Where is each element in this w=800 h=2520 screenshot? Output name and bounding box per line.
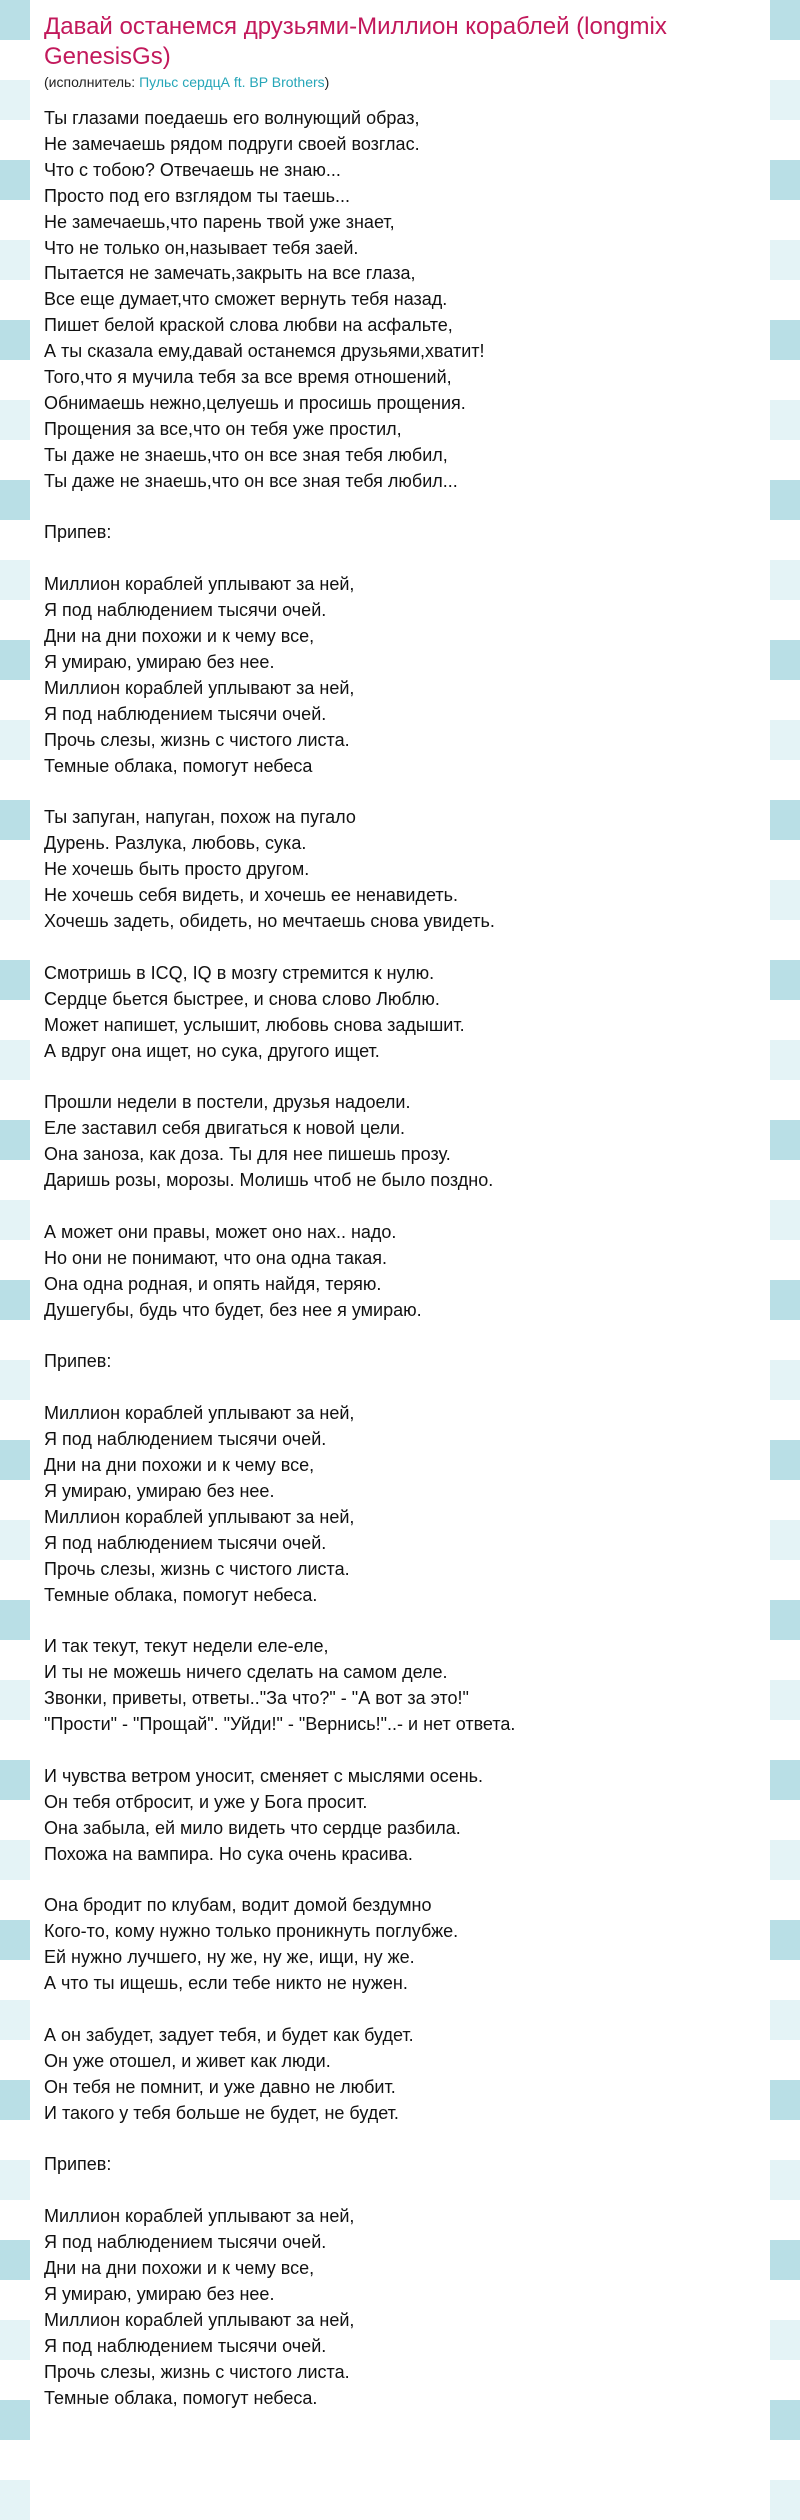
stripe	[0, 2240, 30, 2280]
stripe	[770, 360, 800, 400]
lyric-line: Но они не понимают, что она одна такая.	[44, 1247, 388, 1268]
stripe	[0, 1800, 30, 1840]
stripe	[0, 640, 30, 680]
stripe	[770, 2360, 800, 2400]
stripe	[770, 0, 800, 40]
stripe	[0, 2320, 30, 2360]
stripe	[770, 2000, 800, 2040]
lyric-blank-line	[44, 2178, 758, 2204]
stripe	[770, 1480, 800, 1520]
stripe	[770, 2160, 800, 2200]
lyric-line: Хочешь задеть, обидеть, но мечтаешь снова увидеть.	[44, 911, 495, 932]
stripe	[0, 2040, 30, 2080]
lyric-line: Прощения за все,что он тебя уже простил,	[44, 418, 402, 439]
lyric-line: Припев:	[44, 522, 112, 543]
stripe	[770, 2400, 800, 2440]
lyric-line: Она заноза, как доза. Ты для нее пишешь прозу.	[44, 1144, 451, 1165]
stripe	[0, 840, 30, 880]
stripe	[0, 920, 30, 960]
stripe	[0, 880, 30, 920]
stripe	[0, 160, 30, 200]
performer-link[interactable]: Пульс сердцА ft. BP Brothers	[139, 74, 325, 90]
lyric-blank-line	[44, 780, 758, 806]
lyric-line: Миллион кораблей уплывают за ней,	[44, 2309, 355, 2330]
lyric-line: А он забудет, задует тебя, и будет как будет.	[44, 2024, 414, 2045]
stripe	[770, 1160, 800, 1200]
lyric-line: Темные облака, помогут небеса	[44, 755, 313, 776]
lyric-line: Миллион кораблей уплывают за ней,	[44, 2206, 355, 2227]
lyric-line: Ты даже не знаешь,что он все зная тебя любил...	[44, 470, 458, 491]
stripe	[770, 1120, 800, 1160]
lyric-line: Все еще думает,что сможет вернуть тебя назад.	[44, 289, 448, 310]
stripe	[0, 280, 30, 320]
lyric-line: Просто под его взглядом ты таешь...	[44, 185, 351, 206]
lyric-line: Он тебя отбросит, и уже у Бога просит.	[44, 1791, 368, 1812]
lyric-line: Я под наблюдением тысячи очей.	[44, 1532, 327, 1553]
lyric-line: "Прости" - "Прощай". "Уйди!" - "Вернись!"..- и нет ответа.	[44, 1714, 516, 1735]
stripe	[0, 1080, 30, 1120]
lyric-line: Того,что я мучила тебя за все время отношений,	[44, 367, 452, 388]
stripe	[770, 1760, 800, 1800]
stripe	[770, 880, 800, 920]
lyrics-text	[44, 106, 758, 2411]
lyric-line: Темные облака, помогут небеса.	[44, 2387, 318, 2408]
stripe	[0, 1760, 30, 1800]
lyric-line: Сердце бьется быстрее, и снова слово Люблю.	[44, 988, 440, 1009]
stripe	[770, 200, 800, 240]
stripe	[0, 1320, 30, 1360]
lyric-line: Прочь слезы, жизнь с чистого листа.	[44, 2361, 350, 2382]
lyric-blank-line	[44, 1064, 758, 1090]
lyric-line: Смотришь в ICQ, IQ в мозгу стремится к нулю.	[44, 962, 435, 983]
stripe	[770, 1960, 800, 2000]
stripe	[0, 1880, 30, 1920]
performer-label: (исполнитель:	[44, 74, 140, 90]
lyric-line: Еле заставил себя двигаться к новой цели.	[44, 1118, 406, 1139]
lyric-line: Миллион кораблей уплывают за ней,	[44, 1506, 355, 1527]
stripe	[770, 2440, 800, 2480]
stripe	[0, 480, 30, 520]
stripe	[0, 1280, 30, 1320]
stripe	[770, 1200, 800, 1240]
lyric-line: Припев:	[44, 2154, 112, 2175]
stripe	[770, 280, 800, 320]
stripe	[0, 1040, 30, 1080]
lyric-line: И так текут, текут недели еле-еле,	[44, 1636, 329, 1657]
lyric-line: Миллион кораблей уплывают за ней,	[44, 677, 355, 698]
stripe	[770, 2320, 800, 2360]
lyric-line: Я под наблюдением тысячи очей.	[44, 703, 327, 724]
stripe	[0, 1960, 30, 2000]
stripe	[770, 2200, 800, 2240]
lyric-line: Ей нужно лучшего, ну же, ну же, ищи, ну же.	[44, 1947, 415, 1968]
stripe	[770, 640, 800, 680]
left-decorative-stripes	[0, 0, 30, 2500]
lyric-line: А вдруг она ищет, но сука, другого ищет.	[44, 1040, 380, 1061]
lyric-blank-line	[44, 1867, 758, 1893]
lyric-line: Прошли недели в постели, друзья надоели.	[44, 1092, 411, 1113]
stripe	[770, 1840, 800, 1880]
lyric-line: Даришь розы, морозы. Молишь чтоб не было поздно.	[44, 1170, 494, 1191]
lyric-line: Я под наблюдением тысячи очей.	[44, 2232, 327, 2253]
lyric-line: Она бродит по клубам, водит домой бездумно	[44, 1895, 432, 1916]
stripe	[0, 1600, 30, 1640]
stripe	[0, 2080, 30, 2120]
lyric-blank-line	[44, 1738, 758, 1764]
stripe	[0, 1840, 30, 1880]
lyric-line: Я под наблюдением тысячи очей.	[44, 1429, 327, 1450]
stripe	[0, 1360, 30, 1400]
lyrics-page	[30, 0, 770, 2500]
stripe	[770, 520, 800, 560]
stripe	[770, 1520, 800, 1560]
lyric-line: Что с тобою? Отвечаешь не знаю...	[44, 159, 341, 180]
stripe	[0, 2280, 30, 2320]
stripe	[0, 2160, 30, 2200]
stripe	[0, 1520, 30, 1560]
stripe	[0, 0, 30, 40]
lyric-blank-line	[44, 1324, 758, 1350]
lyric-blank-line	[44, 546, 758, 572]
lyric-blank-line	[44, 2127, 758, 2153]
stripe	[0, 320, 30, 360]
lyric-line: Я умираю, умираю без нее.	[44, 652, 275, 672]
lyric-line: Не хочешь быть просто другом.	[44, 859, 310, 880]
stripe	[770, 2480, 800, 2520]
stripe	[0, 440, 30, 480]
stripe	[770, 840, 800, 880]
stripe	[0, 2480, 30, 2520]
stripe	[770, 1080, 800, 1120]
lyric-line: Что не только он,называет тебя заей.	[44, 237, 359, 258]
lyric-line: Дни на дни похожи и к чему все,	[44, 2258, 315, 2278]
lyric-line: Прочь слезы, жизнь с чистого листа.	[44, 1558, 350, 1579]
stripe	[0, 2400, 30, 2440]
lyric-line: Ты запуган, напуган, похож на пугало	[44, 807, 356, 828]
lyric-line: Он тебя не помнит, и уже давно не любит.	[44, 2076, 396, 2097]
lyric-line: И чувства ветром уносит, сменяет с мыслями осень.	[44, 1765, 484, 1786]
lyric-blank-line	[44, 1608, 758, 1634]
stripe	[770, 440, 800, 480]
lyric-line: Прочь слезы, жизнь с чистого листа.	[44, 729, 350, 750]
lyric-line: Я под наблюдением тысячи очей.	[44, 600, 327, 621]
stripe	[0, 960, 30, 1000]
stripe	[770, 1560, 800, 1600]
stripe	[0, 520, 30, 560]
stripe	[770, 2080, 800, 2120]
stripe	[770, 1640, 800, 1680]
stripe	[0, 1720, 30, 1760]
stripe	[770, 1720, 800, 1760]
lyric-line: А ты сказала ему,давай останемся друзьями,хватит!	[44, 341, 485, 362]
performer-close: )	[324, 74, 330, 90]
stripe	[770, 960, 800, 1000]
stripe	[0, 1120, 30, 1160]
stripe	[0, 2360, 30, 2400]
lyric-blank-line	[44, 935, 758, 961]
stripe	[770, 1320, 800, 1360]
lyric-line: Душегубы, будь что будет, без нее я умираю.	[44, 1299, 422, 1320]
stripe	[0, 720, 30, 760]
stripe	[770, 480, 800, 520]
lyric-line: Темные облака, помогут небеса.	[44, 1584, 318, 1605]
stripe	[0, 1160, 30, 1200]
stripe	[770, 2240, 800, 2280]
lyric-blank-line	[44, 1375, 758, 1401]
lyric-line: Кого-то, кому нужно только проникнуть поглубже.	[44, 1921, 459, 1942]
stripe	[0, 40, 30, 80]
stripe	[770, 240, 800, 280]
stripe	[770, 1880, 800, 1920]
stripe	[0, 240, 30, 280]
lyric-line: Не хочешь себя видеть, и хочешь ее ненавидеть.	[44, 885, 459, 906]
stripe	[770, 2040, 800, 2080]
stripe	[0, 760, 30, 800]
stripe	[770, 1240, 800, 1280]
lyric-line: Обнимаешь нежно,целуешь и просишь прощения.	[44, 392, 466, 413]
lyric-line: Миллион кораблей уплывают за ней,	[44, 574, 355, 595]
lyric-line: Она забыла, ей мило видеть что сердце разбила.	[44, 1817, 461, 1838]
lyric-line: Похожа на вампира. Но сука очень красива.	[44, 1843, 413, 1864]
song-title: Давай останемся друзьями-Миллион кораблей (longmix GenesisGs)	[44, 13, 667, 70]
stripe	[770, 40, 800, 80]
lyric-blank-line	[44, 495, 758, 521]
stripe	[0, 1400, 30, 1440]
lyric-line: Припев:	[44, 1351, 112, 1372]
lyric-line: А может они правы, может оно нах.. надо.	[44, 1221, 397, 1242]
stripe	[770, 2120, 800, 2160]
lyric-line: Звонки, приветы, ответы.."За что?" - "А вот за это!"	[44, 1688, 469, 1709]
stripe	[0, 600, 30, 640]
lyric-line: Я под наблюдением тысячи очей.	[44, 2335, 327, 2356]
stripe	[770, 920, 800, 960]
lyric-line: И такого у тебя больше не будет, не будет.	[44, 2102, 399, 2123]
stripe	[770, 160, 800, 200]
lyric-line: Дни на дни похожи и к чему все,	[44, 626, 315, 647]
stripe	[770, 1040, 800, 1080]
stripe	[770, 1280, 800, 1320]
lyric-line: Ты глазами поедаешь его волнующий образ,	[44, 108, 420, 128]
stripe	[770, 560, 800, 600]
stripe	[770, 1360, 800, 1400]
stripe	[0, 2000, 30, 2040]
stripe	[0, 80, 30, 120]
lyric-line: Дурень. Разлука, любовь, сука.	[44, 833, 307, 854]
stripe	[0, 1920, 30, 1960]
stripe	[770, 1920, 800, 1960]
stripe	[770, 800, 800, 840]
stripe	[770, 1680, 800, 1720]
stripe	[0, 2200, 30, 2240]
stripe	[770, 80, 800, 120]
stripe	[0, 1680, 30, 1720]
lyric-line: Не замечаешь,что парень твой уже знает,	[44, 211, 395, 232]
stripe	[0, 1640, 30, 1680]
lyric-blank-line	[44, 1997, 758, 2023]
stripe	[0, 400, 30, 440]
stripe	[770, 1000, 800, 1040]
lyric-line: Я умираю, умираю без нее.	[44, 1480, 275, 1501]
lyric-line: Не замечаешь рядом подруги своей возглас.	[44, 133, 420, 154]
lyric-line: Дни на дни похожи и к чему все,	[44, 1455, 315, 1475]
lyric-line: Я умираю, умираю без нее.	[44, 2283, 275, 2304]
stripe	[0, 2440, 30, 2480]
stripe	[0, 360, 30, 400]
right-decorative-stripes	[770, 0, 800, 2500]
stripe	[770, 400, 800, 440]
lyric-line: Может напишет, услышит, любовь снова задышит.	[44, 1014, 465, 1035]
stripe	[0, 800, 30, 840]
stripe	[770, 720, 800, 760]
lyric-line: Она одна родная, и опять найдя, теряю.	[44, 1273, 382, 1294]
stripe	[770, 680, 800, 720]
lyric-blank-line	[44, 1194, 758, 1220]
stripe	[0, 1000, 30, 1040]
stripe	[0, 1480, 30, 1520]
stripe	[770, 1800, 800, 1840]
stripe	[0, 560, 30, 600]
stripe	[770, 600, 800, 640]
stripe	[0, 120, 30, 160]
stripe	[0, 680, 30, 720]
stripe	[0, 200, 30, 240]
stripe	[0, 1560, 30, 1600]
lyric-line: И ты не можешь ничего сделать на самом деле.	[44, 1662, 448, 1683]
lyric-line: Он уже отошел, и живет как люди.	[44, 2050, 331, 2071]
stripe	[770, 320, 800, 360]
lyric-line: Пишет белой краской слова любви на асфальте,	[44, 315, 453, 336]
stripe	[0, 1240, 30, 1280]
stripe	[0, 2120, 30, 2160]
lyric-line: Миллион кораблей уплывают за ней,	[44, 1403, 355, 1424]
stripe	[770, 2280, 800, 2320]
stripe	[770, 1600, 800, 1640]
stripe	[770, 1440, 800, 1480]
stripe	[0, 1440, 30, 1480]
stripe	[0, 1200, 30, 1240]
lyric-line: Пытается не замечать,закрыть на все глаза,	[44, 263, 416, 284]
stripe	[770, 760, 800, 800]
stripe	[770, 1400, 800, 1440]
lyric-line: А что ты ищешь, если тебе никто не нужен.	[44, 1973, 408, 1994]
stripe	[770, 120, 800, 160]
performer-line	[44, 74, 758, 90]
lyric-line: Ты даже не знаешь,что он все зная тебя любил,	[44, 444, 448, 465]
